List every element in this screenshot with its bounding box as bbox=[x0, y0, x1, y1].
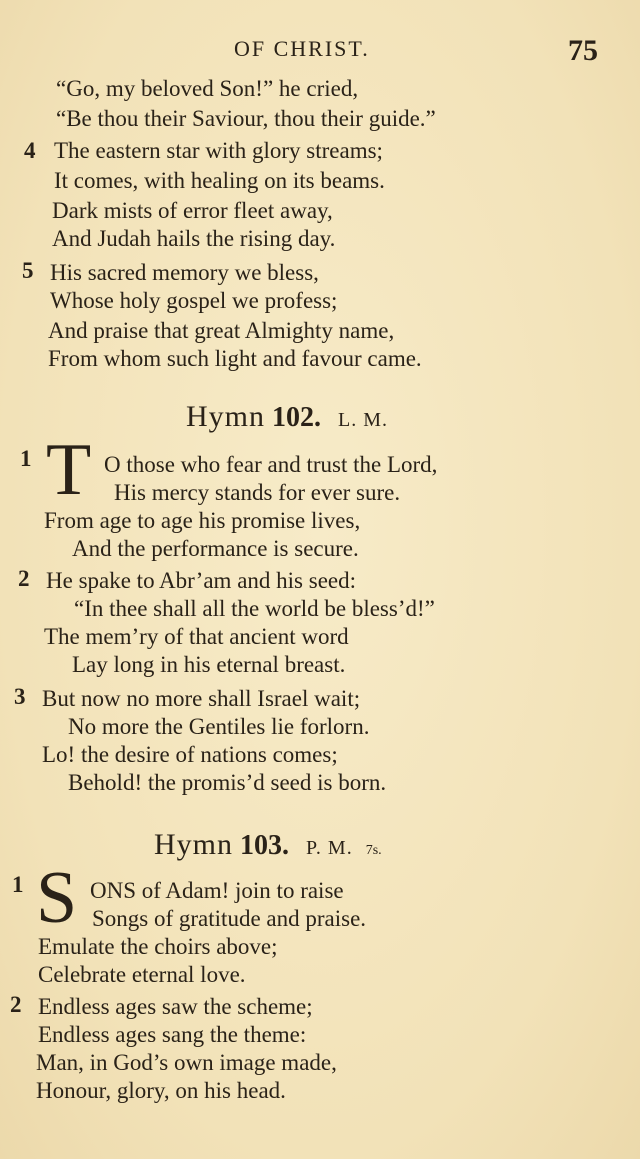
verse-line: “In thee shall all the world be bless’d!” bbox=[74, 596, 435, 621]
verse-line: From whom such light and favour came. bbox=[48, 346, 422, 371]
running-head: OF CHRIST. bbox=[234, 36, 370, 61]
stanza-number: 4 bbox=[24, 138, 36, 163]
verse-line: The eastern star with glory streams; bbox=[54, 138, 383, 163]
stanza-number: 1 bbox=[20, 446, 32, 471]
drop-cap: S bbox=[36, 857, 78, 939]
hymn-meter: P. M. bbox=[306, 837, 353, 859]
verse-line: But now no more shall Israel wait; bbox=[42, 686, 361, 711]
verse-line: The mem’ry of that ancient word bbox=[44, 624, 349, 649]
verse-line: ONS of Adam! join to raise bbox=[90, 878, 344, 903]
verse-line: Honour, glory, on his head. bbox=[36, 1078, 286, 1103]
verse-line: It comes, with healing on its beams. bbox=[54, 168, 385, 193]
verse-line: And the performance is secure. bbox=[72, 536, 359, 561]
verse-line: From age to age his promise lives, bbox=[44, 508, 361, 533]
hymn-number: 103. bbox=[240, 830, 289, 861]
verse-line: And Judah hails the rising day. bbox=[52, 226, 336, 251]
hymn-number: 102. bbox=[272, 402, 321, 433]
stanza-number: 3 bbox=[14, 684, 26, 709]
hymn-meter: L. M. bbox=[338, 409, 388, 431]
verse-line: His sacred memory we bless, bbox=[50, 260, 319, 285]
hymn-word: Hymn bbox=[186, 400, 265, 433]
hymn-word: Hymn bbox=[154, 828, 233, 861]
verse-line: His mercy stands for ever sure. bbox=[114, 480, 401, 505]
verse-line: Emulate the choirs above; bbox=[38, 934, 278, 959]
verse-line: And praise that great Almighty name, bbox=[48, 318, 395, 343]
verse-line: Lay long in his eternal breast. bbox=[72, 652, 346, 677]
verse-line: Behold! the promis’d seed is born. bbox=[68, 770, 387, 795]
page-number: 75 bbox=[568, 34, 598, 67]
verse-line: Endless ages saw the scheme; bbox=[38, 994, 313, 1019]
hymn-title bbox=[154, 828, 382, 862]
continuation-line: “Be thou their Saviour, thou their guide.” bbox=[56, 106, 436, 131]
verse-line: Endless ages sang the theme: bbox=[38, 1022, 307, 1047]
verse-line: No more the Gentiles lie forlorn. bbox=[68, 714, 370, 739]
hymn-meter-note: 7s. bbox=[365, 843, 382, 858]
stanza-number: 2 bbox=[10, 992, 22, 1017]
verse-line: Man, in God’s own image made, bbox=[36, 1050, 337, 1075]
verse-line: Dark mists of error fleet away, bbox=[52, 198, 333, 223]
stanza-number: 1 bbox=[12, 872, 24, 897]
verse-line: Whose holy gospel we profess; bbox=[50, 288, 338, 313]
stanza-number: 5 bbox=[22, 258, 34, 283]
stanza-number: 2 bbox=[18, 566, 30, 591]
continuation-line: “Go, my beloved Son!” he cried, bbox=[56, 76, 359, 101]
hymn-title bbox=[186, 400, 388, 434]
verse-line: Lo! the desire of nations comes; bbox=[42, 742, 338, 767]
verse-line: Songs of gratitude and praise. bbox=[92, 906, 367, 931]
drop-cap: T bbox=[46, 429, 92, 511]
verse-line: O those who fear and trust the Lord, bbox=[104, 452, 438, 477]
verse-line: He spake to Abr’am and his seed: bbox=[46, 568, 356, 593]
verse-line: Celebrate eternal love. bbox=[38, 962, 246, 987]
